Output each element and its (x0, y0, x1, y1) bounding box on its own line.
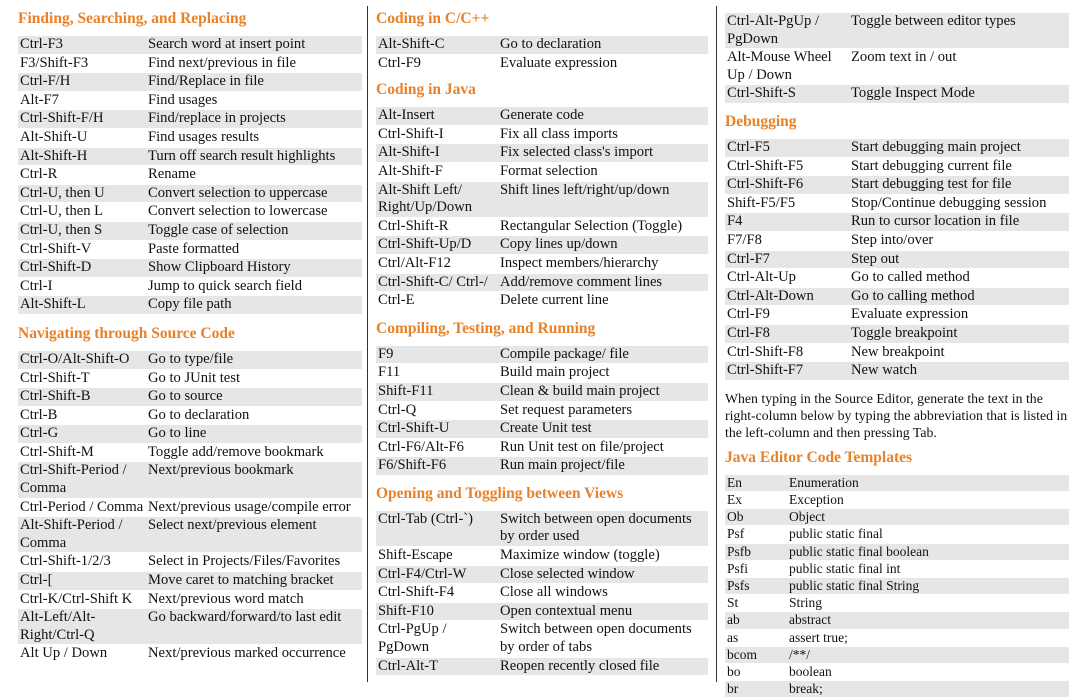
shortcut-key: Ctrl-Shift-U (376, 420, 498, 439)
shortcut-action: Fix all class imports (500, 125, 618, 142)
shortcut-key: F3/Shift-F3 (20, 54, 89, 71)
shortcut-row (376, 54, 708, 72)
section-title: Coding in C/C++ (376, 10, 490, 27)
shortcut-key: Alt-Mouse Wheel Up / Down (727, 49, 832, 83)
shortcut-action: Step into/over (851, 231, 934, 248)
shortcut-action: Go to declaration (498, 36, 708, 55)
shortcut-action: Switch between open documents by order of tabs (500, 621, 692, 656)
shortcut-action: Select in Projects/Files/Favorites (148, 553, 341, 570)
shortcut-action: New watch (849, 362, 1069, 381)
column-left (18, 0, 362, 663)
column-divider (367, 6, 368, 682)
section-title: Coding in Java (376, 81, 476, 99)
section-title: Debugging (725, 112, 797, 130)
shortcut-action: Open contextual menu (498, 602, 708, 621)
shortcut-action: Rename (148, 166, 196, 183)
shortcut-row (18, 110, 362, 129)
shortcut-action: New breakpoint (851, 343, 945, 360)
shortcut-key: Alt-Shift-I (376, 144, 498, 163)
shortcut-key: Ctrl-K/Ctrl-Shift K (20, 590, 133, 607)
shortcut-row (376, 254, 708, 273)
shortcut-action: Find/Replace in file (146, 73, 362, 92)
templates-title: Java Editor Code Templates (725, 448, 913, 466)
shortcut-row (18, 221, 362, 240)
shortcut-action: Evaluate expression (500, 54, 618, 71)
shortcut-key: Alt-Shift-H (18, 147, 146, 166)
shortcut-row (376, 181, 708, 217)
shortcut-key: Ctrl-PgUp / PgDown (378, 621, 447, 656)
shortcut-action: Inspect members/hierarchy (500, 254, 659, 271)
shortcut-action: Next/previous marked occurrence (148, 645, 346, 662)
shortcut-action: Go to line (146, 425, 362, 444)
shortcut-key: Ctrl-Shift-F8 (727, 343, 804, 360)
shortcut-row (376, 125, 708, 144)
shortcut-action: Find usages results (148, 128, 260, 145)
shortcut-row (376, 547, 708, 566)
shortcut-row (725, 85, 1069, 104)
shortcut-key: Ctrl-F8 (725, 324, 849, 343)
shortcut-key: En (725, 474, 787, 491)
shortcut-row (18, 147, 362, 166)
shortcut-row (18, 184, 362, 203)
shortcut-row (725, 343, 1069, 362)
shortcut-action: Format selection (500, 162, 598, 179)
shortcut-row (376, 36, 708, 55)
shortcut-row (376, 602, 708, 621)
shortcut-key: bo (727, 663, 741, 679)
shortcut-row (725, 287, 1069, 306)
shortcut-key: Ctrl-Shift-M (20, 443, 94, 460)
shortcut-action: Start debugging main project (849, 138, 1069, 157)
shortcut-key: Ctrl-F7 (725, 250, 849, 269)
shortcut-action: Paste formatted (148, 240, 240, 257)
shortcut-action: Go to JUnit test (148, 369, 241, 386)
shortcut-action: Stop/Continue debugging session (851, 194, 1047, 211)
shortcut-row (18, 645, 362, 663)
shortcut-action: Build main project (500, 364, 610, 381)
shortcut-action: Compile package/ file (498, 345, 708, 364)
shortcut-action: Exception (789, 491, 844, 507)
shortcut-row (725, 595, 1069, 612)
shortcut-row (18, 203, 362, 222)
shortcut-row (725, 629, 1069, 646)
shortcut-row (376, 144, 708, 163)
shortcut-action: Copy file path (146, 296, 362, 315)
shortcut-key: Ctrl-Shift-F7 (725, 362, 849, 381)
shortcut-action: Rectangular Selection (Toggle) (500, 217, 683, 234)
shortcut-key: Ctrl-Period / Comma (20, 498, 144, 515)
shortcut-action: Delete current line (500, 292, 609, 309)
shortcut-action: Enumeration (787, 474, 1069, 491)
shortcut-key: Psf (727, 526, 745, 542)
column-right (725, 0, 1069, 698)
shortcut-table (376, 345, 708, 476)
shortcut-key: Alt Up / Down (20, 645, 108, 662)
shortcut-row (725, 269, 1069, 288)
shortcut-row (18, 443, 362, 462)
shortcut-action: Fix selected class's import (498, 144, 708, 163)
shortcut-key: Ctrl-Shift-1/2/3 (20, 553, 111, 570)
shortcut-row (376, 345, 708, 364)
shortcut-action: Go backward/forward/to last edit (146, 609, 362, 645)
shortcut-row (725, 560, 1069, 577)
shortcut-table (18, 350, 362, 663)
shortcut-key: St (727, 595, 739, 611)
shortcut-row (725, 474, 1069, 491)
templates-note: When typing in the Source Editor, generate the text in the right-column below by typing the abbreviation that is listed in the left-column and then pressing Tab. (725, 390, 1068, 440)
shortcut-action: Go to source (146, 388, 362, 407)
shortcut-row (18, 166, 362, 185)
shortcut-action: Show Clipboard History (146, 259, 362, 278)
shortcut-key: Ctrl-U, then L (20, 203, 104, 220)
shortcut-action: public static final (789, 526, 883, 542)
shortcut-action: Set request parameters (500, 401, 633, 418)
shortcut-action: Start debugging test for file (849, 176, 1069, 195)
shortcut-key: Ctrl-Shift-F5 (727, 157, 804, 174)
shortcut-action: Go to declaration (148, 406, 250, 423)
shortcut-key: Ctrl-U, then U (18, 184, 146, 203)
shortcut-row (18, 259, 362, 278)
shortcut-row (725, 509, 1069, 526)
shortcut-key: Ob (725, 509, 787, 526)
shortcut-action: Object (787, 509, 1069, 526)
shortcut-action: Turn off search result highlights (146, 147, 362, 166)
shortcut-action: Convert selection to lowercase (148, 203, 328, 220)
shortcut-row (18, 91, 362, 110)
shortcut-key: Ctrl-Shift-Period / Comma (18, 462, 146, 498)
shortcut-key: Ctrl-Shift-F6 (725, 176, 849, 195)
shortcut-row (18, 277, 362, 296)
shortcut-row (725, 157, 1069, 176)
shortcut-action: boolean (789, 663, 832, 679)
shortcut-table (376, 35, 708, 72)
shortcut-row (725, 194, 1069, 213)
shortcut-row (725, 138, 1069, 157)
shortcut-key: Ctrl-Alt-PgUp / PgDown (725, 13, 849, 49)
shortcut-action: Shift lines left/right/up/down (498, 181, 708, 217)
shortcut-action: Close selected window (498, 565, 708, 584)
shortcut-key: Ctrl-F/H (18, 73, 146, 92)
shortcut-action: Switch between open documents by order used (498, 510, 708, 546)
shortcut-key: F7/F8 (727, 231, 762, 248)
shortcut-row (725, 13, 1069, 49)
shortcut-key: Alt-Left/Alt-Right/Ctrl-Q (18, 609, 146, 645)
shortcut-row (376, 510, 708, 546)
shortcut-row (18, 36, 362, 55)
shortcut-key: Ctrl-F9 (727, 306, 770, 323)
shortcut-row (18, 128, 362, 147)
shortcut-action: Step out (849, 250, 1069, 269)
column-middle (376, 0, 708, 676)
shortcut-key: Ctrl-[ (18, 572, 146, 591)
shortcut-table (725, 12, 1069, 104)
shortcut-action: Toggle between editor types (849, 13, 1069, 49)
shortcut-row (725, 250, 1069, 269)
shortcut-row (376, 584, 708, 603)
shortcut-row (376, 107, 708, 126)
shortcut-key: Ctrl-Shift-T (20, 369, 90, 386)
shortcut-action: Close all windows (500, 584, 608, 601)
shortcut-row (376, 657, 708, 676)
shortcut-row (725, 306, 1069, 325)
shortcut-row (18, 572, 362, 591)
shortcut-action: Toggle breakpoint (849, 324, 1069, 343)
shortcut-key: F9 (376, 345, 498, 364)
shortcut-row (725, 663, 1069, 680)
section-title: Navigating through Source Code (18, 324, 235, 342)
shortcut-action: Clean & build main project (498, 382, 708, 401)
shortcut-key: Ctrl-Shift-S (725, 85, 849, 104)
column-divider (716, 6, 717, 682)
shortcut-action: Evaluate expression (851, 306, 969, 323)
shortcut-row (376, 420, 708, 439)
shortcut-row (18, 388, 362, 407)
shortcut-key: Psfi (727, 560, 749, 576)
shortcut-action: Go to called method (851, 269, 970, 286)
shortcut-row (18, 73, 362, 92)
section-title: Finding, Searching, and Replacing (18, 10, 247, 27)
shortcut-row (725, 646, 1069, 663)
shortcut-action: Convert selection to uppercase (146, 184, 362, 203)
shortcut-table (18, 35, 362, 315)
shortcut-row (376, 364, 708, 383)
shortcut-row (376, 292, 708, 310)
shortcut-action: Create Unit test (498, 420, 708, 439)
shortcut-key: Ctrl-F5 (725, 138, 849, 157)
shortcut-row (725, 362, 1069, 381)
shortcut-action: Run to cursor location in file (849, 213, 1069, 232)
shortcut-key: Ctrl-Shift-D (18, 259, 146, 278)
shortcut-action: Toggle add/remove bookmark (148, 443, 324, 460)
shortcut-key: Ctrl-Alt-Down (725, 287, 849, 306)
shortcut-key: Ctrl-R (20, 166, 58, 183)
shortcut-key: Alt-Shift-F (378, 162, 443, 179)
shortcut-row (18, 240, 362, 259)
shortcut-action: String (789, 595, 823, 611)
shortcut-action: Toggle Inspect Mode (849, 85, 1069, 104)
shortcut-row (725, 577, 1069, 594)
shortcut-table (376, 106, 708, 310)
shortcut-key: F6/Shift-F6 (376, 457, 498, 476)
shortcut-key: bcom (725, 646, 787, 663)
shortcut-action: Find next/previous in file (148, 54, 296, 71)
shortcut-action: Find usages (148, 91, 218, 108)
shortcut-key: Psfb (725, 543, 787, 560)
shortcut-action: break; (787, 681, 1069, 698)
shortcut-row (376, 236, 708, 255)
shortcut-key: Ctrl-Shift-C/ Ctrl-/ (376, 273, 498, 292)
shortcut-key: Ctrl-I (20, 277, 53, 294)
shortcut-action: abstract (787, 612, 1069, 629)
shortcut-row (376, 382, 708, 401)
shortcut-key: Ctrl-B (20, 406, 58, 423)
shortcut-action: Next/previous word match (148, 590, 304, 607)
shortcut-key: Ctrl-Alt-T (376, 657, 498, 676)
shortcut-row (18, 350, 362, 369)
shortcut-key: Shift-F11 (376, 382, 498, 401)
shortcut-row (18, 406, 362, 425)
shortcut-row (376, 162, 708, 181)
shortcut-key: Alt-Shift Left/ Right/Up/Down (376, 181, 498, 217)
shortcut-key: Ctrl-Shift-F/H (18, 110, 146, 129)
shortcut-key: br (725, 681, 787, 698)
shortcut-action: Zoom text in / out (851, 49, 957, 66)
shortcut-action: assert true; (789, 629, 848, 645)
shortcut-row (18, 425, 362, 444)
shortcut-row (725, 491, 1069, 508)
shortcut-action: Jump to quick search field (148, 277, 303, 294)
shortcut-row (18, 517, 362, 553)
shortcut-key: Ctrl-F3 (18, 36, 146, 55)
shortcut-key: Ctrl-Shift-F4 (378, 584, 455, 601)
shortcut-key: Ctrl-G (18, 425, 146, 444)
shortcut-table (725, 474, 1069, 698)
shortcut-row (725, 213, 1069, 232)
shortcut-action: Add/remove comment lines (498, 273, 708, 292)
shortcut-row (18, 296, 362, 315)
shortcut-key: Alt-F7 (20, 91, 59, 108)
shortcut-row (725, 176, 1069, 195)
shortcut-key: Ctrl-E (378, 292, 415, 309)
shortcut-key: Psfs (725, 577, 787, 594)
shortcut-key: Ctrl-F6/Alt-F6 (378, 438, 464, 455)
shortcut-action: Move caret to matching bracket (146, 572, 362, 591)
shortcut-key: Ctrl-F9 (378, 54, 421, 71)
shortcut-row (376, 273, 708, 292)
shortcut-action: public static final String (787, 577, 1069, 594)
shortcut-row (725, 526, 1069, 543)
shortcut-table (725, 138, 1069, 381)
shortcut-action: Start debugging current file (851, 157, 1012, 174)
section-title: Compiling, Testing, and Running (376, 319, 596, 337)
shortcut-key: Ctrl-Shift-B (18, 388, 146, 407)
shortcut-action: Run Unit test on file/project (500, 438, 664, 455)
shortcut-action: Reopen recently closed file (498, 657, 708, 676)
shortcut-key: Alt-Insert (376, 107, 498, 126)
shortcut-row (376, 401, 708, 420)
shortcut-key: Shift-Escape (378, 547, 453, 564)
shortcut-action: Go to calling method (849, 287, 1069, 306)
shortcut-key: Alt-Shift-L (18, 296, 146, 315)
shortcut-key: Ctrl-O/Alt-Shift-O (18, 350, 146, 369)
shortcut-action: Search word at insert point (146, 36, 362, 55)
shortcut-key: Alt-Shift-U (20, 128, 88, 145)
shortcut-key: Alt-Shift-Period / Comma (18, 517, 146, 553)
shortcut-row (725, 49, 1069, 85)
shortcut-action: /**/ (787, 646, 1069, 663)
shortcut-action: Run main project/file (498, 457, 708, 476)
shortcut-row (18, 498, 362, 517)
shortcut-action: Next/previous bookmark (146, 462, 362, 498)
section-title: Opening and Toggling between Views (376, 484, 624, 502)
shortcut-row (18, 609, 362, 645)
shortcut-action: Generate code (498, 107, 708, 126)
shortcut-row (725, 231, 1069, 250)
shortcut-key: Ctrl-Shift-V (20, 240, 92, 257)
shortcut-row (18, 54, 362, 73)
shortcut-key: F4 (725, 213, 849, 232)
shortcut-row (376, 438, 708, 457)
shortcut-key: Ctrl-Q (378, 401, 417, 418)
shortcut-row (725, 612, 1069, 629)
shortcut-key: as (727, 629, 739, 645)
shortcut-action: public static final int (789, 560, 901, 576)
shortcut-row (725, 543, 1069, 560)
shortcut-key: Ctrl-F4/Ctrl-W (376, 565, 498, 584)
shortcut-row (725, 681, 1069, 698)
shortcut-action: Toggle case of selection (146, 221, 362, 240)
shortcut-key: Ctrl-Shift-I (378, 125, 444, 142)
shortcut-key: Ctrl-Tab (Ctrl-`) (376, 510, 498, 546)
shortcut-key: Shift-F5/F5 (727, 194, 796, 211)
shortcut-key: Ctrl-Alt-Up (727, 269, 796, 286)
shortcut-row (18, 462, 362, 498)
shortcut-row (18, 369, 362, 388)
shortcut-key: ab (725, 612, 787, 629)
shortcut-row (18, 553, 362, 572)
shortcut-action: Go to type/file (146, 350, 362, 369)
shortcut-action: Find/replace in projects (146, 110, 362, 129)
shortcut-key: Ctrl-U, then S (18, 221, 146, 240)
shortcut-key: Ctrl/Alt-F12 (378, 254, 451, 271)
shortcut-row (18, 590, 362, 609)
shortcut-action: Maximize window (toggle) (500, 547, 660, 564)
shortcut-row (376, 565, 708, 584)
shortcut-row (376, 621, 708, 657)
shortcut-key: Ctrl-Shift-R (378, 217, 449, 234)
shortcut-key: Ex (727, 491, 742, 507)
shortcut-row (376, 217, 708, 236)
shortcut-key: Alt-Shift-C (376, 36, 498, 55)
shortcut-action: Select next/previous element (146, 517, 362, 553)
shortcut-key: F11 (378, 364, 401, 381)
shortcut-key: Shift-F10 (376, 602, 498, 621)
shortcut-row (725, 324, 1069, 343)
shortcut-action: Next/previous usage/compile error (148, 498, 351, 515)
shortcut-table (376, 510, 708, 676)
shortcut-key: Ctrl-Shift-Up/D (376, 236, 498, 255)
shortcut-action: Copy lines up/down (498, 236, 708, 255)
shortcut-action: public static final boolean (787, 543, 1069, 560)
shortcut-row (376, 457, 708, 476)
